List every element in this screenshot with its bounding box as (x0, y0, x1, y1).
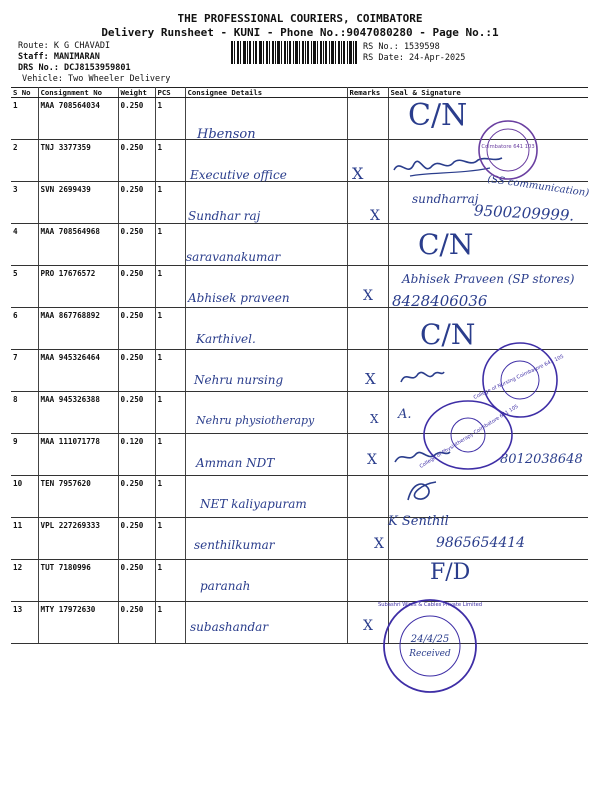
col-sno: S No (11, 88, 38, 98)
svg-text:College of Nursing Coimbatore: College of Nursing Coimbatore 641 105 (472, 353, 565, 401)
col-consignee: Consignee Details (185, 88, 347, 98)
cell-pcs: 1 (155, 392, 185, 434)
hw-remark-cross: X (365, 370, 376, 388)
cell-consignee (185, 392, 347, 434)
table-header-row (11, 88, 588, 98)
cell-weight: 0.250 (118, 308, 155, 350)
hw-consignee: paranah (200, 579, 251, 593)
hw-phone: 8428406036 (392, 292, 488, 310)
hw-phone: 9500209999. (473, 201, 575, 225)
cell-sno: 3 (11, 182, 38, 224)
hw-remark-cross: X (370, 208, 380, 224)
hw-consignee: Sundhar raj (188, 209, 261, 223)
cell-weight: 0.250 (118, 98, 155, 140)
cell-pcs: 1 (155, 602, 185, 644)
cell-consignment: MAA 945326388 (38, 392, 118, 434)
hw-consignee: subashandar (190, 620, 269, 634)
cell-weight: 0.250 (118, 182, 155, 224)
barcode (231, 41, 357, 64)
cell-weight: 0.250 (118, 350, 155, 392)
hw-signature: A. (398, 407, 412, 422)
svg-text:Coimbatore 641 103: Coimbatore 641 103 (481, 144, 535, 150)
hw-signature-note: (SS communication) (486, 173, 590, 200)
cell-sno: 4 (11, 224, 38, 266)
table-row (11, 224, 588, 266)
col-remarks: Remarks (347, 88, 388, 98)
signature-scribble (398, 366, 446, 388)
cell-sno: 2 (11, 140, 38, 182)
rs-number: RS No.: 1539598 (363, 42, 440, 52)
col-consignment: Consignment No (38, 88, 118, 98)
hw-signature: C/N (418, 228, 474, 261)
cell-consignment: TUT 7180996 (38, 560, 118, 602)
signature-scribble (402, 476, 440, 506)
hw-phone: 8012038648 (500, 452, 583, 467)
hw-signature: C/N (408, 98, 468, 133)
hw-consignee: saravanakumar (186, 250, 281, 264)
company-title: THE PROFESSIONAL COURIERS, COIMBATORE (177, 12, 423, 25)
cell-pcs: 1 (155, 266, 185, 308)
cell-pcs: 1 (155, 350, 185, 392)
svg-text:Received: Received (409, 649, 451, 659)
stamp-coimbatore (476, 118, 540, 182)
cell-remarks (347, 392, 388, 434)
cell-weight: 0.250 (118, 140, 155, 182)
cell-consignment: MTY 17972630 (38, 602, 118, 644)
vehicle: Vehicle: Two Wheeler Delivery (22, 74, 171, 84)
cell-consignment: PRO 17676572 (38, 266, 118, 308)
cell-consignment: SVN 2699439 (38, 182, 118, 224)
cell-sno: 6 (11, 308, 38, 350)
cell-sno: 10 (11, 476, 38, 518)
hw-consignee: Amman NDT (196, 456, 275, 470)
cell-sno: 13 (11, 602, 38, 644)
cell-weight: 0.250 (118, 518, 155, 560)
cell-pcs: 1 (155, 140, 185, 182)
cell-consignment: TEN 7957620 (38, 476, 118, 518)
svg-text:Subashri Wires & Cables Privat: Subashri Wires & Cables Private Limited (377, 602, 483, 608)
cell-weight: 0.250 (118, 560, 155, 602)
hw-consignee: Nehru nursing (194, 373, 284, 387)
drs-number: DRS No.: DCJ8153959801 (18, 63, 131, 73)
hw-phone: 9865654414 (436, 535, 526, 551)
cell-consignment: TNJ 3377359 (38, 140, 118, 182)
table-row (11, 560, 588, 602)
cell-pcs: 1 (155, 224, 185, 266)
hw-consignee: NET kaliyapuram (200, 497, 307, 511)
hw-remark-cross: X (374, 536, 384, 552)
hw-consignee: senthilkumar (194, 538, 275, 552)
hw-signature: K Senthil (388, 514, 449, 529)
cell-pcs: 1 (155, 182, 185, 224)
col-weight: Weight (118, 88, 155, 98)
cell-weight: 0.120 (118, 434, 155, 476)
hw-remark-cross: X (370, 412, 379, 426)
stamp-received (377, 596, 483, 696)
col-seal: Seal & Signature (388, 88, 588, 98)
svg-text:24/4/25: 24/4/25 (410, 634, 450, 645)
cell-consignment: MAA 111071778 (38, 434, 118, 476)
cell-weight: 0.250 (118, 224, 155, 266)
hw-remark-cross: X (352, 164, 364, 183)
hw-remark-cross: X (363, 618, 373, 634)
hw-remark-cross: X (367, 452, 377, 468)
col-pcs: PCS (155, 88, 185, 98)
cell-pcs: 1 (155, 308, 185, 350)
cell-sno: 7 (11, 350, 38, 392)
hw-consignee: Karthivel. (196, 332, 256, 346)
hw-remark-cross: X (363, 288, 373, 304)
cell-sno: 8 (11, 392, 38, 434)
cell-consignment: VPL 227269333 (38, 518, 118, 560)
cell-consignment: MAA 867768892 (38, 308, 118, 350)
hw-consignee: Abhisek praveen (188, 291, 290, 305)
cell-weight: 0.250 (118, 266, 155, 308)
cell-weight: 0.250 (118, 392, 155, 434)
cell-consignment: MAA 945326464 (38, 350, 118, 392)
cell-pcs: 1 (155, 476, 185, 518)
cell-pcs: 1 (155, 434, 185, 476)
cell-sno: 5 (11, 266, 38, 308)
cell-remarks (347, 224, 388, 266)
cell-consignment: MAA 708564034 (38, 98, 118, 140)
cell-weight: 0.250 (118, 602, 155, 644)
cell-remarks (347, 476, 388, 518)
rs-date: RS Date: 24-Apr-2025 (363, 53, 466, 63)
cell-sno: 9 (11, 434, 38, 476)
stamp-college-physio (418, 395, 518, 475)
cell-remarks (347, 182, 388, 224)
hw-signature: C/N (420, 318, 476, 351)
hw-signature: F/D (430, 560, 471, 585)
table-row (11, 602, 588, 644)
hw-consignee: Nehru physiotherapy (196, 414, 315, 427)
svg-text:College of Physiotherapy Coimb: College of Physiotherapy Coimbatore 641 105 (418, 403, 520, 470)
cell-sno: 12 (11, 560, 38, 602)
runsheet-subtitle: Delivery Runsheet - KUNI - Phone No.:9047080280 - Page No.:1 (101, 26, 499, 39)
route: Route: K G CHAVADI (18, 41, 111, 51)
cell-sno: 1 (11, 98, 38, 140)
hw-signature: Abhisek Praveen (SP stores) (402, 272, 575, 286)
cell-consignment: MAA 708564968 (38, 224, 118, 266)
cell-sno: 11 (11, 518, 38, 560)
cell-pcs: 1 (155, 518, 185, 560)
cell-weight: 0.250 (118, 476, 155, 518)
cell-pcs: 1 (155, 98, 185, 140)
cell-pcs: 1 (155, 560, 185, 602)
cell-remarks (347, 308, 388, 350)
hw-consignee: Hbenson (197, 127, 256, 142)
hw-consignee: Executive office (190, 168, 287, 182)
cell-remarks (347, 98, 388, 140)
staff: Staff: MANIMARAN (18, 52, 100, 62)
hw-signature: sundharraj (412, 192, 479, 206)
